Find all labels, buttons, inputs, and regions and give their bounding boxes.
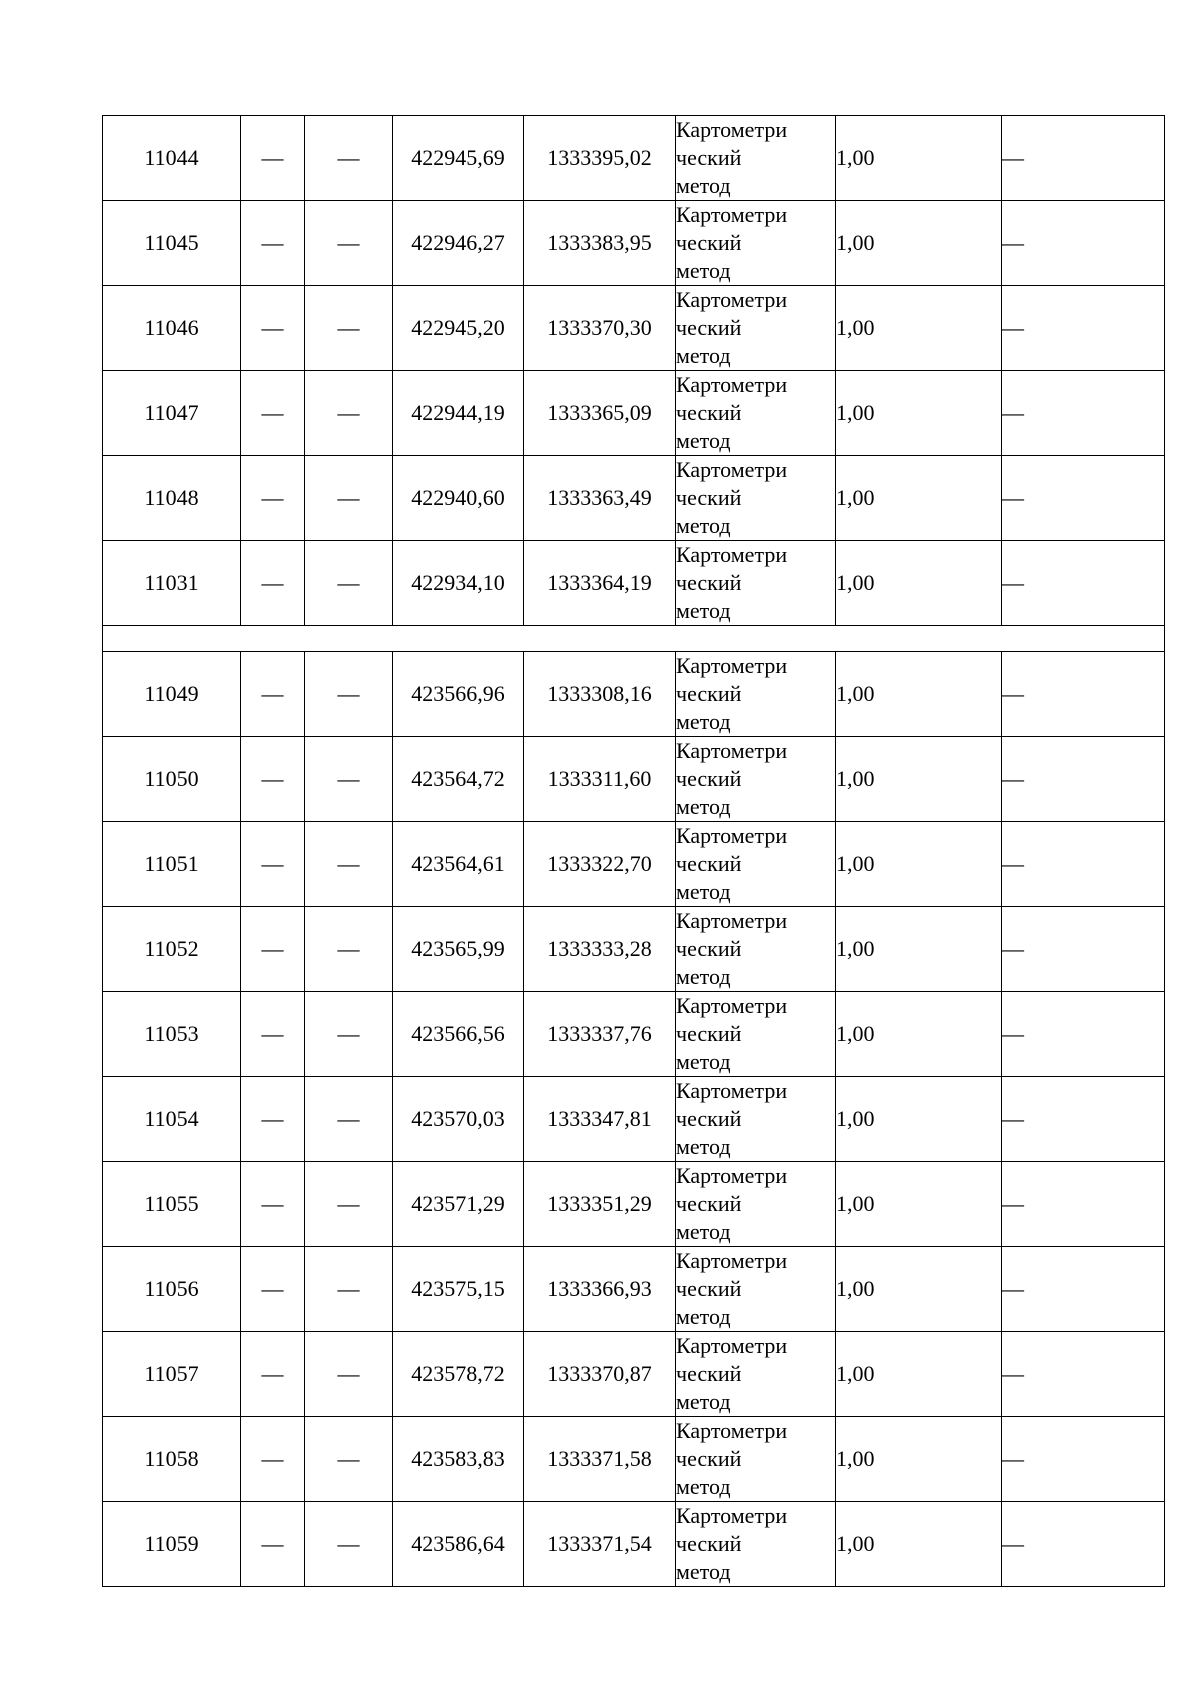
dash-cell: —: [305, 1162, 393, 1247]
table-row: [103, 1077, 1165, 1162]
description-cell: —: [1002, 652, 1165, 737]
accuracy-cell: 1,00: [836, 737, 1002, 822]
point-id-cell: 11058: [103, 1417, 241, 1502]
method-cell: [676, 201, 836, 286]
method-text-line: Картометри: [676, 1333, 788, 1358]
description-cell: —: [1002, 1502, 1165, 1587]
method-text-line: ческий: [676, 681, 742, 706]
description-cell: —: [1002, 371, 1165, 456]
method-text-line: ческий: [676, 315, 742, 340]
dash-cell: —: [241, 737, 305, 822]
dash-cell: —: [241, 541, 305, 626]
coordinate-y-cell: 1333351,29: [524, 1162, 676, 1247]
dash-cell: —: [241, 1332, 305, 1417]
method-text-line: ческий: [676, 1276, 742, 1301]
method-text-line: ческий: [676, 230, 742, 255]
description-cell: —: [1002, 201, 1165, 286]
dash-cell: —: [241, 992, 305, 1077]
method-text-line: метод: [676, 428, 731, 453]
method-cell: [676, 286, 836, 371]
method-text-line: Картометри: [676, 653, 788, 678]
dash-cell: —: [305, 907, 393, 992]
table-row: [103, 371, 1165, 456]
accuracy-cell: 1,00: [836, 201, 1002, 286]
table-row: [103, 201, 1165, 286]
description-cell: —: [1002, 1077, 1165, 1162]
description-cell: —: [1002, 541, 1165, 626]
method-text-line: Картометри: [676, 372, 788, 397]
separator-row: [103, 626, 1165, 652]
method-text-line: ческий: [676, 1531, 742, 1556]
table-row: [103, 1417, 1165, 1502]
method-cell: [676, 116, 836, 201]
accuracy-cell: 1,00: [836, 1247, 1002, 1332]
accuracy-cell: 1,00: [836, 652, 1002, 737]
table-row: [103, 1162, 1165, 1247]
accuracy-cell: 1,00: [836, 371, 1002, 456]
method-text-line: Картометри: [676, 457, 788, 482]
dash-cell: —: [241, 1502, 305, 1587]
description-cell: —: [1002, 456, 1165, 541]
accuracy-cell: 1,00: [836, 456, 1002, 541]
method-cell: [676, 737, 836, 822]
description-cell: —: [1002, 1162, 1165, 1247]
point-id-cell: 11057: [103, 1332, 241, 1417]
method-text-line: Картометри: [676, 117, 788, 142]
method-text-line: метод: [676, 343, 731, 368]
method-text-line: метод: [676, 513, 731, 538]
method-cell: [676, 371, 836, 456]
point-id-cell: 11031: [103, 541, 241, 626]
coordinate-x-cell: 423566,96: [393, 652, 524, 737]
method-text-line: метод: [676, 794, 731, 819]
coordinate-x-cell: 423566,56: [393, 992, 524, 1077]
method-text-line: Картометри: [676, 1163, 788, 1188]
accuracy-cell: 1,00: [836, 541, 1002, 626]
dash-cell: —: [241, 652, 305, 737]
description-cell: —: [1002, 1247, 1165, 1332]
method-text-line: метод: [676, 964, 731, 989]
method-cell: [676, 992, 836, 1077]
table-row: [103, 541, 1165, 626]
method-text-line: Картометри: [676, 542, 788, 567]
method-cell: [676, 1502, 836, 1587]
coordinate-y-cell: 1333370,87: [524, 1332, 676, 1417]
method-text-line: ческий: [676, 1361, 742, 1386]
dash-cell: —: [305, 1417, 393, 1502]
description-cell: —: [1002, 822, 1165, 907]
table-row: [103, 1332, 1165, 1417]
method-cell: [676, 541, 836, 626]
point-id-cell: 11047: [103, 371, 241, 456]
dash-cell: —: [241, 456, 305, 541]
method-cell: [676, 822, 836, 907]
method-text-line: Картометри: [676, 287, 788, 312]
coordinate-x-cell: 423564,72: [393, 737, 524, 822]
coordinates-table: [102, 115, 1165, 1587]
dash-cell: —: [305, 371, 393, 456]
description-cell: —: [1002, 1332, 1165, 1417]
method-text-line: метод: [676, 1474, 731, 1499]
dash-cell: —: [241, 1247, 305, 1332]
point-id-cell: 11055: [103, 1162, 241, 1247]
method-text-line: Картометри: [676, 823, 788, 848]
coordinate-x-cell: 422940,60: [393, 456, 524, 541]
method-text-line: метод: [676, 1304, 731, 1329]
table-row: [103, 822, 1165, 907]
table-row: [103, 1502, 1165, 1587]
description-cell: —: [1002, 907, 1165, 992]
accuracy-cell: 1,00: [836, 907, 1002, 992]
dash-cell: —: [241, 116, 305, 201]
coordinate-y-cell: 1333371,54: [524, 1502, 676, 1587]
method-text-line: Картометри: [676, 1418, 788, 1443]
method-text-line: ческий: [676, 145, 742, 170]
table-row: [103, 992, 1165, 1077]
dash-cell: —: [305, 201, 393, 286]
method-text-line: Картометри: [676, 1078, 788, 1103]
method-text-line: ческий: [676, 936, 742, 961]
method-text-line: ческий: [676, 1021, 742, 1046]
accuracy-cell: 1,00: [836, 286, 1002, 371]
coordinate-y-cell: 1333363,49: [524, 456, 676, 541]
table-row: [103, 652, 1165, 737]
coordinate-y-cell: 1333365,09: [524, 371, 676, 456]
coordinate-y-cell: 1333337,76: [524, 992, 676, 1077]
coordinate-x-cell: 423583,83: [393, 1417, 524, 1502]
accuracy-cell: 1,00: [836, 992, 1002, 1077]
point-id-cell: 11053: [103, 992, 241, 1077]
separator-cell: [103, 626, 1165, 652]
coordinate-y-cell: 1333322,70: [524, 822, 676, 907]
dash-cell: —: [305, 456, 393, 541]
point-id-cell: 11048: [103, 456, 241, 541]
accuracy-cell: 1,00: [836, 1502, 1002, 1587]
method-cell: [676, 1417, 836, 1502]
point-id-cell: 11051: [103, 822, 241, 907]
table-row: [103, 286, 1165, 371]
coordinate-x-cell: 423575,15: [393, 1247, 524, 1332]
method-text-line: ческий: [676, 485, 742, 510]
method-text-line: метод: [676, 1559, 731, 1584]
method-text-line: метод: [676, 258, 731, 283]
dash-cell: —: [305, 822, 393, 907]
method-text-line: ческий: [676, 766, 742, 791]
dash-cell: —: [305, 737, 393, 822]
description-cell: —: [1002, 992, 1165, 1077]
dash-cell: —: [241, 201, 305, 286]
coordinate-x-cell: 423564,61: [393, 822, 524, 907]
dash-cell: —: [241, 371, 305, 456]
point-id-cell: 11045: [103, 201, 241, 286]
dash-cell: —: [241, 907, 305, 992]
dash-cell: —: [241, 1162, 305, 1247]
table-row: [103, 1247, 1165, 1332]
method-cell: [676, 907, 836, 992]
table-row: [103, 737, 1165, 822]
coordinate-y-cell: 1333333,28: [524, 907, 676, 992]
dash-cell: —: [241, 1077, 305, 1162]
point-id-cell: 11054: [103, 1077, 241, 1162]
coordinate-y-cell: 1333371,58: [524, 1417, 676, 1502]
dash-cell: —: [305, 116, 393, 201]
coordinate-y-cell: 1333383,95: [524, 201, 676, 286]
table-row: [103, 907, 1165, 992]
method-text-line: ческий: [676, 851, 742, 876]
point-id-cell: 11052: [103, 907, 241, 992]
coordinate-x-cell: 423586,64: [393, 1502, 524, 1587]
coordinate-x-cell: 422946,27: [393, 201, 524, 286]
point-id-cell: 11059: [103, 1502, 241, 1587]
dash-cell: —: [305, 1077, 393, 1162]
description-cell: —: [1002, 1417, 1165, 1502]
method-text-line: метод: [676, 1049, 731, 1074]
accuracy-cell: 1,00: [836, 1417, 1002, 1502]
dash-cell: —: [305, 1247, 393, 1332]
coordinate-y-cell: 1333370,30: [524, 286, 676, 371]
method-text-line: метод: [676, 1389, 731, 1414]
method-text-line: Картометри: [676, 738, 788, 763]
dash-cell: —: [305, 992, 393, 1077]
method-text-line: метод: [676, 173, 731, 198]
method-cell: [676, 1332, 836, 1417]
dash-cell: —: [241, 1417, 305, 1502]
point-id-cell: 11056: [103, 1247, 241, 1332]
method-text-line: ческий: [676, 1191, 742, 1216]
coordinate-x-cell: 423570,03: [393, 1077, 524, 1162]
accuracy-cell: 1,00: [836, 116, 1002, 201]
point-id-cell: 11050: [103, 737, 241, 822]
accuracy-cell: 1,00: [836, 822, 1002, 907]
method-text-line: Картометри: [676, 1503, 788, 1528]
coordinate-y-cell: 1333347,81: [524, 1077, 676, 1162]
coordinate-y-cell: 1333395,02: [524, 116, 676, 201]
method-text-line: Картометри: [676, 1248, 788, 1273]
method-text-line: метод: [676, 1219, 731, 1244]
description-cell: —: [1002, 116, 1165, 201]
method-cell: [676, 456, 836, 541]
description-cell: —: [1002, 286, 1165, 371]
coordinate-y-cell: 1333311,60: [524, 737, 676, 822]
method-cell: [676, 652, 836, 737]
accuracy-cell: 1,00: [836, 1162, 1002, 1247]
dash-cell: —: [305, 541, 393, 626]
coordinate-x-cell: 422945,20: [393, 286, 524, 371]
method-text-line: Картометри: [676, 908, 788, 933]
coordinate-y-cell: 1333308,16: [524, 652, 676, 737]
method-text-line: Картометри: [676, 202, 788, 227]
description-cell: —: [1002, 737, 1165, 822]
coordinate-x-cell: 422934,10: [393, 541, 524, 626]
coordinate-y-cell: 1333364,19: [524, 541, 676, 626]
method-cell: [676, 1247, 836, 1332]
point-id-cell: 11044: [103, 116, 241, 201]
dash-cell: —: [305, 1502, 393, 1587]
method-cell: [676, 1162, 836, 1247]
dash-cell: —: [305, 652, 393, 737]
method-text-line: метод: [676, 709, 731, 734]
accuracy-cell: 1,00: [836, 1077, 1002, 1162]
method-text-line: метод: [676, 879, 731, 904]
coordinate-x-cell: 422944,19: [393, 371, 524, 456]
method-text-line: Картометри: [676, 993, 788, 1018]
coordinate-y-cell: 1333366,93: [524, 1247, 676, 1332]
coordinate-x-cell: 422945,69: [393, 116, 524, 201]
coordinate-x-cell: 423578,72: [393, 1332, 524, 1417]
point-id-cell: 11046: [103, 286, 241, 371]
method-text-line: метод: [676, 1134, 731, 1159]
point-id-cell: 11049: [103, 652, 241, 737]
dash-cell: —: [241, 286, 305, 371]
table-row: [103, 116, 1165, 201]
table-row: [103, 456, 1165, 541]
accuracy-cell: 1,00: [836, 1332, 1002, 1417]
coordinate-x-cell: 423571,29: [393, 1162, 524, 1247]
dash-cell: —: [241, 822, 305, 907]
dash-cell: —: [305, 286, 393, 371]
method-text-line: ческий: [676, 400, 742, 425]
method-text-line: ческий: [676, 1106, 742, 1131]
dash-cell: —: [305, 1332, 393, 1417]
method-text-line: ческий: [676, 570, 742, 595]
coordinate-x-cell: 423565,99: [393, 907, 524, 992]
method-text-line: ческий: [676, 1446, 742, 1471]
method-text-line: метод: [676, 598, 731, 623]
method-cell: [676, 1077, 836, 1162]
